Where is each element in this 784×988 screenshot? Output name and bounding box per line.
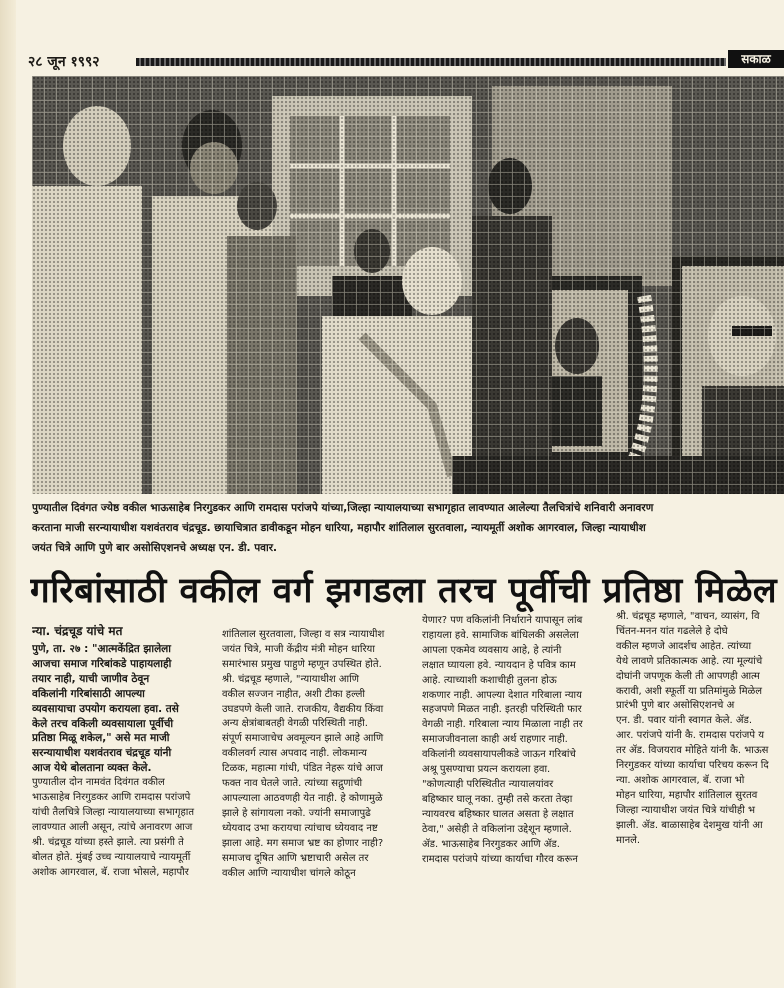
text-line: श्री. चंद्रचूड म्हणाले, "वाचन, व्यासंग, वि	[616, 611, 760, 622]
header-rule	[136, 58, 726, 66]
text-line: वकील म्हणजे आदर्शच आहेत. त्यांच्या	[616, 640, 752, 652]
text-line: झाले हे सांगायला नको. ज्यांनी समाजापुढे	[222, 807, 371, 819]
text-line: येथे लावणे प्रतिकात्मक आहे. त्या मूल्यांचे	[616, 655, 763, 667]
text-line: वकील आणि न्यायाधीश चांगले कोठून	[222, 867, 356, 879]
text-line: बोलत होते. मुंबई उच्च न्यायालयाचे न्यायमूर्ती	[32, 851, 191, 863]
text-line: शांतिलाल सुरतवाला, जिल्हा व सत्र न्यायाधीश	[222, 629, 385, 640]
text-line: लक्षात घ्यायला हवे. न्यायदान हे पवित्र काम	[422, 659, 576, 671]
text-line: समारंभास प्रमुख पाहुणे म्हणून उपस्थित होते.	[222, 658, 382, 670]
paper-edge	[0, 0, 16, 988]
caption-line: पुण्यातील दिवंगत ज्येष्ठ वकील भाऊसाहेब निरगुडकर आणि रामदास परांजपे यांच्या,जिल्हा न्यायालयाच्या सभागृहात लावण्यात आलेल्या तैलचित्रांचे शनिवारी अनावरण	[32, 502, 654, 514]
text-line: आपल्याला आठवणही येत नाही. हे कोणामुळे	[222, 792, 383, 804]
text-line: अश्रू पुसण्याचा प्रयत्न करायला हवा.	[422, 764, 551, 776]
news-photo	[32, 76, 784, 494]
text-line: समाजच दूषित आणि भ्रष्टाचारी असेल तर	[222, 852, 369, 864]
caption-line: जयंत चित्रे आणि पुणे बार असोसिएशनचे अध्यक्ष एन. डी. पवार.	[32, 542, 277, 554]
text-line: आज येथे बोलताना व्यक्त केले.	[32, 762, 152, 775]
text-line: येणार? पण वकिलांनी निर्धाराने यापासून लांब	[422, 615, 583, 626]
text-line: रामदास परांजपे यांच्या कार्याचा गौरव करून	[422, 853, 578, 865]
text-line: जयंत चित्रे, माजी केंद्रीय मंत्री मोहन धारिया	[222, 643, 375, 655]
text-line: अशोक आगरवाल, बॅ. राजा भोसले, महापौर	[32, 866, 189, 878]
text-line: निरगुडकर यांच्या कार्याचा परिचय करून दि	[616, 760, 769, 772]
article-column-1	[32, 620, 208, 881]
text-line: पुणे, ता. २७ : "आत्मकेंद्रित झालेला	[32, 643, 172, 655]
caption-line: करताना माजी सरन्यायाधीश यशवंतराव चंद्रचूड. छायाचित्रात डावीकडून मोहन धारिया, महापौर शांतिलाल सुरतवाला, न्यायमूर्ती अशोक आगरवाल, जिल्हा न्यायाधीश	[32, 522, 646, 534]
text-line: जिल्हा न्यायाधीश जयंत चित्रे यांचीही भ	[616, 804, 756, 816]
text-line: राहायला हवे. सामाजिक बांधिलकी असलेला	[422, 629, 579, 641]
halftone-photo	[32, 76, 784, 494]
text-line: श्री. चंद्रचूड म्हणाले, "न्यायाधीश आणि	[222, 673, 359, 685]
article-column-2	[222, 628, 414, 881]
text-line: शकणार नाही. आपल्या देशात गरिबाला न्याय	[422, 689, 582, 701]
text-line: आपला एकमेव व्यवसाय आहे, हे त्यांनी	[422, 644, 562, 656]
text-line: करावी, अशी स्फूर्ती या प्रतिमांमुळे मिळेल	[616, 685, 762, 697]
article-headline: गरिबांसाठी वकील वर्ग झगडला तरच पूर्वीची प्रतिष्ठा मिळेल	[30, 571, 778, 611]
masthead-fragment: सकाळ	[728, 50, 784, 68]
text-line: दोघांनी जपणूक केली ती आपणही आत्म	[616, 670, 760, 682]
text-line: सरन्यायाधीश यशवंतराव चंद्रचूड यांनी	[32, 747, 172, 760]
text-line: वकीलवर्ग त्यास अपवाद नाही. लोकमान्य	[222, 748, 367, 760]
text-line: भाऊसाहेब निरगुडकर आणि रामदास परांजपे	[32, 792, 191, 804]
text-line: ठेवा," असेही ते वकिलांना उद्देशून म्हणाले.	[422, 823, 572, 835]
text-line: चिंतन-मनन यांत गढलेले हे दोघे	[616, 625, 728, 637]
text-line: ॲड. भाऊसाहेब निरगुडकर आणि ॲड.	[422, 838, 560, 850]
text-line: एन. डी. पवार यांनी स्वागत केले. ॲड.	[616, 715, 753, 727]
text-line: तर ॲड. विजयराव मोहिते यांनी कै. भाऊस	[616, 745, 769, 757]
text-line: प्रारंभी पुणे बार असोसिएशनचे अ	[616, 700, 735, 712]
photo-caption	[32, 498, 784, 558]
text-line: वकिलांनी गरिबांसाठी आपल्या	[32, 687, 145, 700]
text-line: तयार नाही, याची जाणीव ठेवून	[32, 672, 150, 685]
text-line: मोहन धारिया, महापौर शांतिलाल सुरतव	[616, 789, 758, 801]
article-byline: न्या. चंद्रचूड यांचे मत	[32, 624, 123, 638]
text-line: बहिष्कार घालू नका. तुम्ही तसे करता तेव्हा	[422, 793, 573, 805]
text-line: श्री. चंद्रचूड यांच्या हस्ते झाले. त्या प्रसंगी ते	[32, 836, 184, 848]
text-line: आर. परांजपे यांनी कै. रामदास परांजपे य	[616, 730, 764, 742]
text-line: केले तरच वकिली व्यवसायाला पूर्वीची	[32, 717, 174, 730]
text-line: संपूर्ण समाजाचेच अवमूल्यन झाले आहे आणि	[222, 733, 384, 745]
text-line: व्यवसायाचा उपयोग करायला हवा. तसे	[32, 702, 179, 715]
text-line: सहजपणे मिळत नाही. इतरही परिस्थिती फार	[422, 704, 582, 716]
text-line: वेगळी नाही. गरिबाला न्याय मिळाला नाही तर	[422, 719, 583, 731]
text-line: न्यायवरच बहिष्कार घालत असता हे लक्षात	[422, 808, 574, 820]
text-line: पुण्यातील दोन नामवंत दिवंगत वकील	[32, 777, 165, 789]
text-line: "कोणत्याही परिस्थितीत न्यायालयांवर	[422, 778, 554, 790]
text-line: झाला आहे. मग समाज भ्रष्ट का होणार नाही?	[222, 837, 384, 849]
text-line: वकील सज्जन नाहीत, अशी टीका हल्ली	[222, 688, 365, 700]
text-line: प्रतिष्ठा मिळू शकेल," असे मत माजी	[32, 732, 170, 745]
text-line: उघडपणे केली जाते. राजकीय, वैद्यकीय किंवा	[222, 703, 384, 715]
text-line: यांची तैलचित्रे जिल्हा न्यायालयाच्या सभागृहात	[32, 806, 195, 818]
text-line: मानले.	[616, 834, 641, 846]
text-line: झाली. ॲड. बाळासाहेब देशमुख यांनी आ	[616, 819, 763, 831]
text-line: न्या. अशोक आगरवाल, बॅ. राजा भो	[616, 774, 745, 786]
text-line: आजचा समाज गरिबांकडे पाहायलाही	[32, 657, 172, 670]
text-line: फक्त नाव घेतले जाते. त्यांच्या सद्गुणांची	[222, 778, 363, 790]
text-line: ध्येयवाद उभा करायचा त्यांचाच ध्येयवाद नष्ट	[222, 822, 378, 834]
text-line: वकिलांनी व्यवसायापलीकडे जाऊन गरिबांचे	[422, 749, 576, 761]
text-line: आहे. त्याच्याशी कशाचीही तुलना होऊ	[422, 674, 557, 686]
text-line: टिळक, महात्मा गांधी, पंडित नेहरू यांचे आज	[222, 763, 383, 775]
article-column-4	[616, 610, 784, 849]
article-column-3	[422, 614, 616, 867]
issue-date: २८ जून १९९२	[28, 54, 100, 70]
text-line: अन्य क्षेत्रांबाबतही वेगळी परिस्थिती नाही.	[222, 718, 368, 730]
text-line: समाजजीवनाला काही अर्थ राहणार नाही.	[422, 734, 568, 746]
text-line: लावण्यात आली असून, त्यांचे अनावरण आज	[32, 821, 193, 833]
